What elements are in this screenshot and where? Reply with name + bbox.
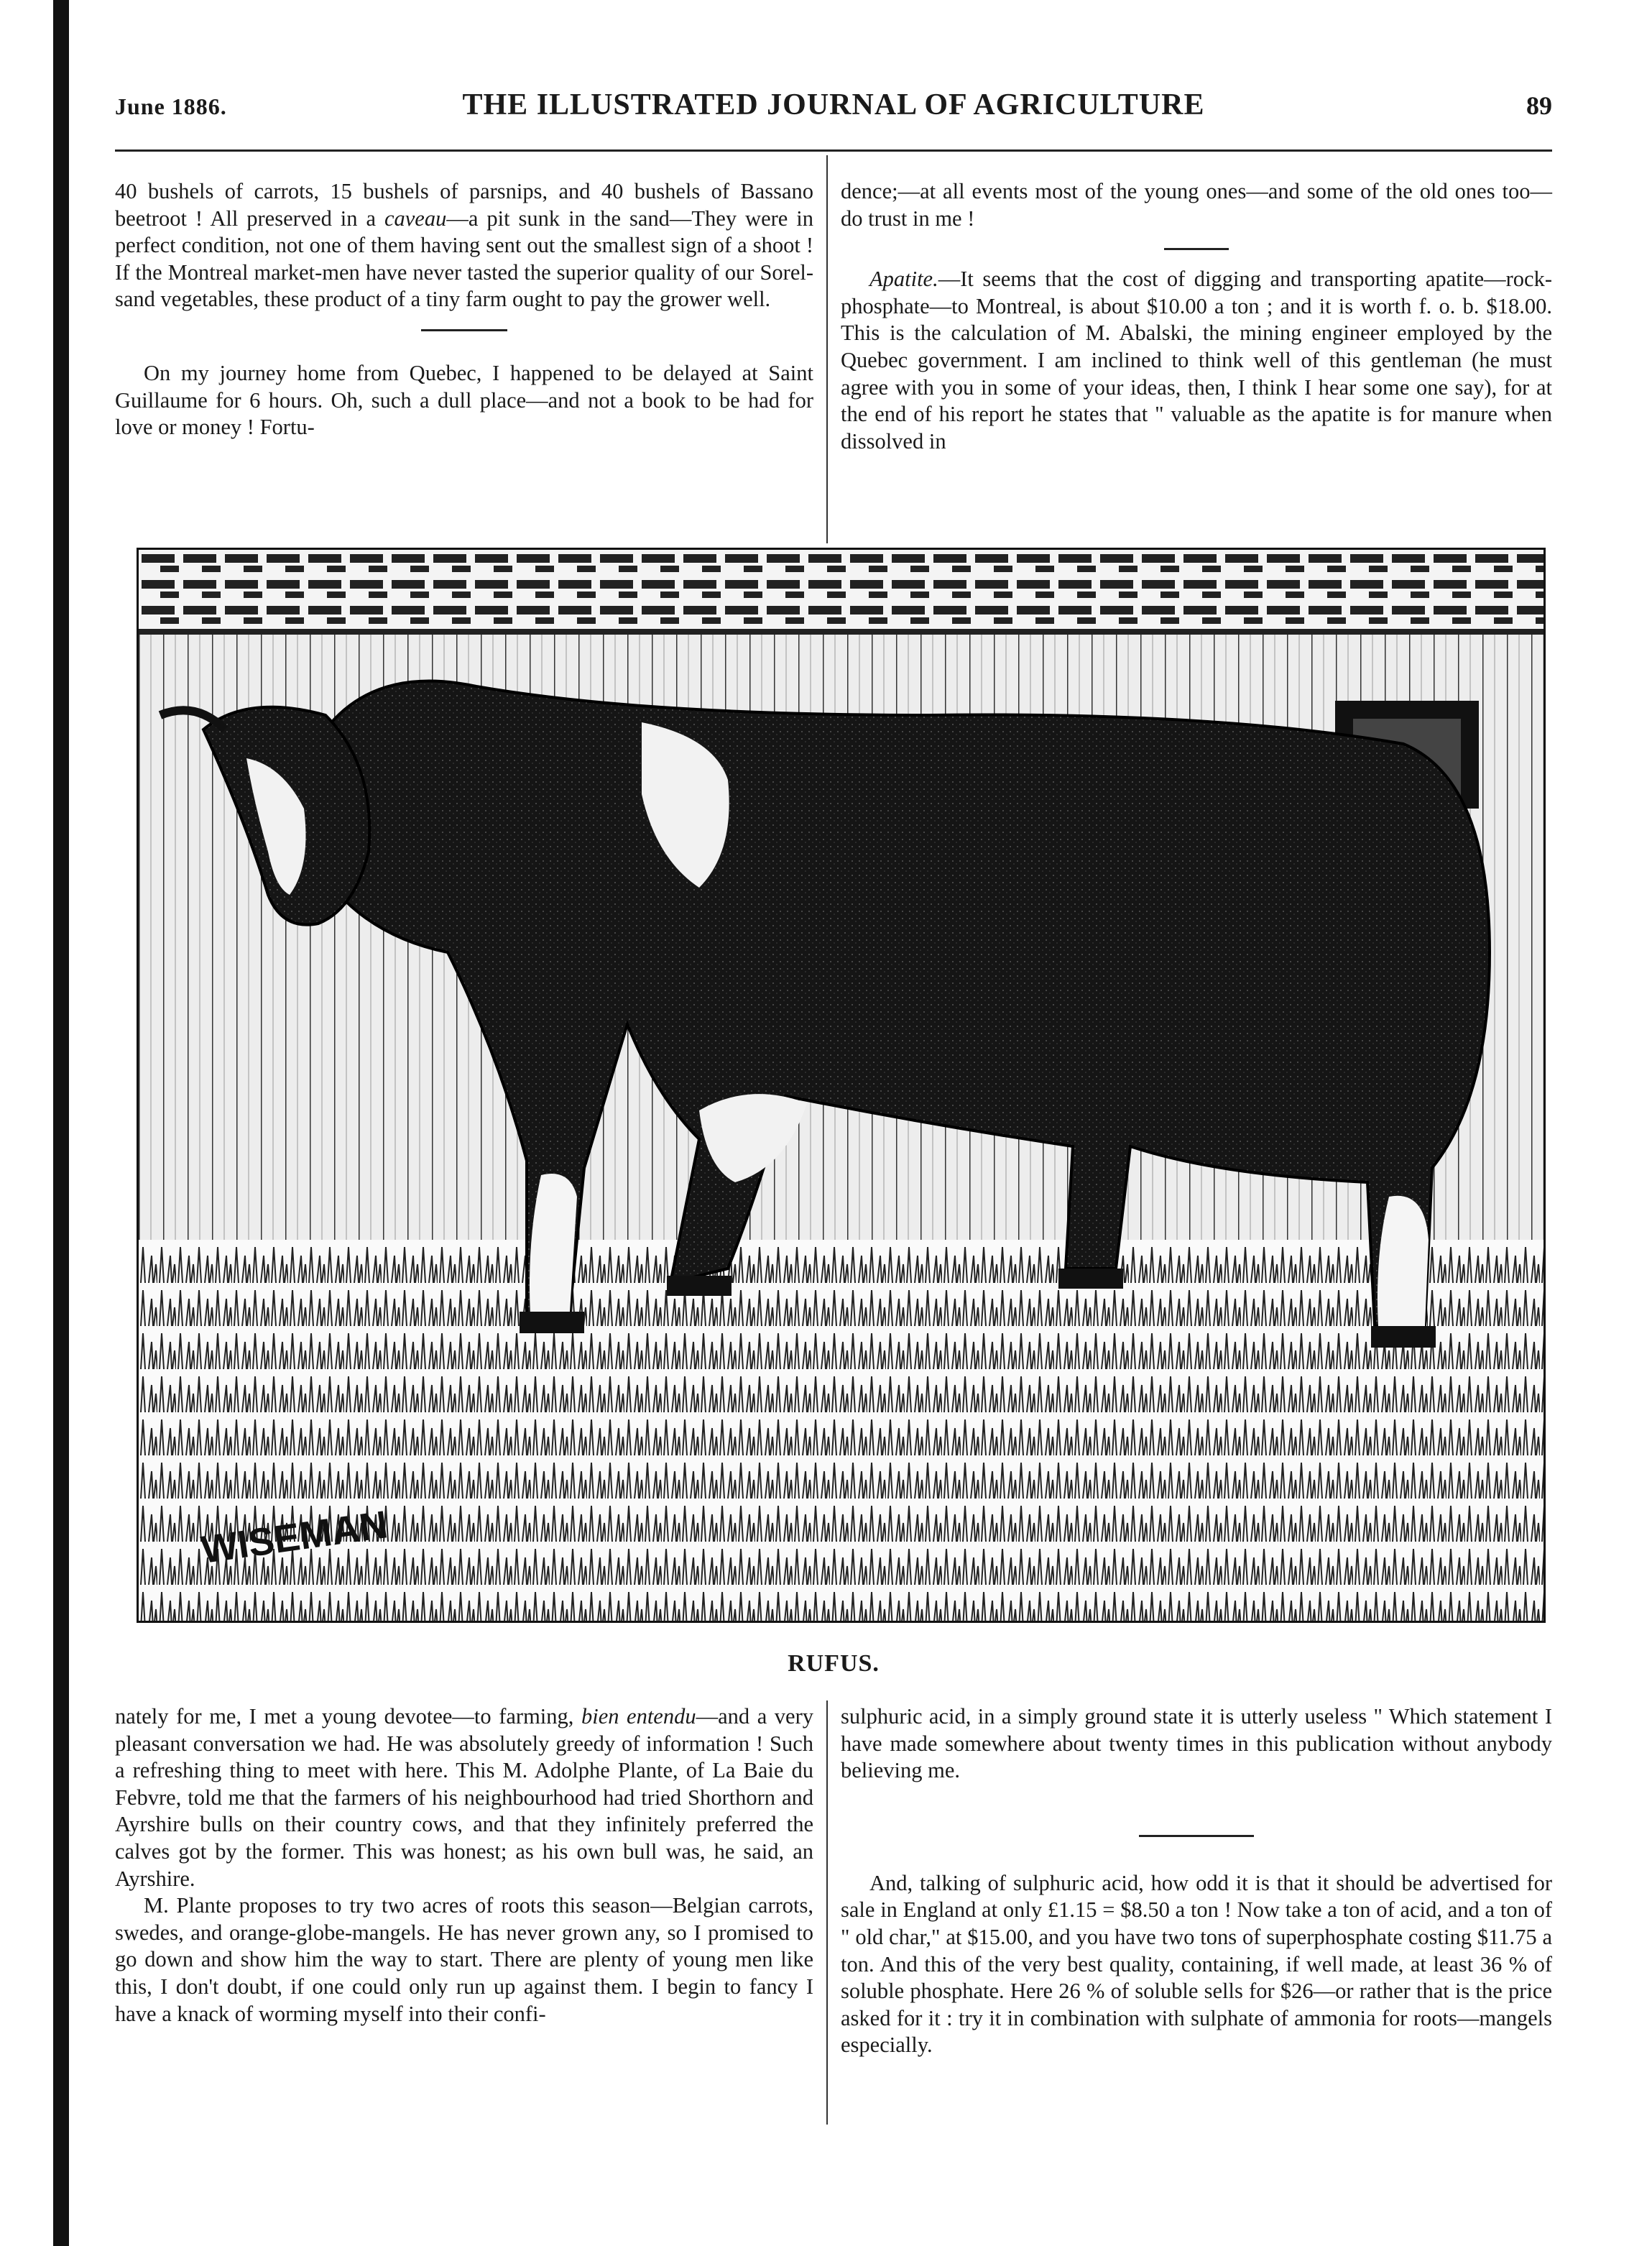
left-column-bottom — [115, 1703, 813, 2028]
paragraph-vegetables: 40 bushels of carrots, 15 bushels of parsnips, and 40 bushels of Bassano beetroot ! All preserved in a caveau—a pit sunk in the sand—They were in perfect condition, not one of them having sent out the smallest sign of a shoot ! If the Montreal market-men have never tasted the superior quality of our Sorel-sand vegetables, these product of a tiny farm ought to pay the grower well. — [115, 179, 813, 312]
section-rule — [1164, 248, 1229, 250]
engraver-signature: WISEMAN — [198, 1503, 391, 1572]
paragraph-journey: On my journey home from Quebec, I happened to be delayed at Saint Guillaume for 6 hours. Oh, such a dull place—and not a book to be had for love or money ! Fortu- — [115, 360, 813, 440]
figure-caption: RUFUS. — [788, 1650, 880, 1677]
engraving — [139, 550, 1543, 1621]
left-column-top — [115, 178, 813, 441]
page-number: 89 — [1526, 91, 1552, 120]
right-column-bottom — [841, 1703, 1552, 2059]
bull-illustration — [137, 548, 1546, 1623]
right-column-top — [841, 178, 1552, 455]
grass-ground — [139, 1240, 1543, 1621]
paragraph-devotee: nately for me, I met a young devotee—to farming, bien entendu—and a very pleasant conversation we had. He was absolutely greedy of information ! Such a refreshing thing to meet with here. This M. Adolphe Plante, of La Baie du Febvre, told me that the farmers of his neighbourhood had tried Shorthorn and Ayrshire bulls on their country cows, and that they infinitely preferred the calves got by the former. This was honest; as his own bull was, he said, an Ayrshire. — [115, 1704, 813, 1891]
paragraph-apatite: Apatite.—It seems that the cost of digging and transporting apatite—rock-phosphate—to Montreal, is about $10.00 a ton ; and it is worth f. o. b. $18.00. This is the calculation of M. Abalski, the mining engineer employed by the Quebec government. I am inclined to think well of this gentleman (he must agree with you in some of your ideas, then, I think I hear some one say), for at the end of his report he states that " valuable as the apatite is for manure when dissolved in — [841, 267, 1552, 454]
binding-edge — [53, 0, 69, 2246]
journal-title: THE ILLUSTRATED JOURNAL OF AGRICULTURE — [462, 88, 1205, 121]
paragraph-sulphuric-useless: sulphuric acid, in a simply ground state it is utterly useless " Which statement I have made somewhere about twenty times in this publication without anybody believing me. — [841, 1704, 1552, 1783]
column-divider-top — [826, 155, 828, 543]
paragraph-plante: M. Plante proposes to try two acres of roots this season—Belgian carrots, swedes, and orange-globe-mangels. He has never grown any, so I promised to go down and show him the way to start. There are plenty of young men like this, I don't doubt, if one could only run up against them. I begin to fancy I have a knack of worming myself into their confi- — [115, 1893, 813, 2026]
header-rule — [115, 149, 1552, 152]
apatite-label: Apatite. — [869, 267, 938, 292]
section-rule — [1139, 1835, 1254, 1837]
section-rule — [421, 329, 507, 331]
issue-date: June 1886. — [115, 93, 227, 119]
journal-page — [115, 0, 1552, 2246]
roof-shingles — [139, 550, 1543, 629]
paragraph-sulphuric-price: And, talking of sulphuric acid, how odd it is that it should be advertised for sale in England at only £1.15 = $8.50 a ton ! Now take a ton of acid, and a ton of " old char," at $15.00, and you have two tons of superphosphate costing $11.75 a ton. And this of the very best quality, containing, if well made, at least 36 % of soluble phosphate. Here 26 % of soluble sells for $26—or rather that is the price asked for it : try it in combination with sulphate of ammonia for roots—mangels especially. — [841, 1870, 1552, 2058]
column-divider-bottom — [826, 1700, 828, 2125]
running-head — [115, 88, 1552, 131]
paragraph-confidence: dence;—at all events most of the young ones—and some of the old ones too—do trust in me ! — [841, 179, 1552, 231]
